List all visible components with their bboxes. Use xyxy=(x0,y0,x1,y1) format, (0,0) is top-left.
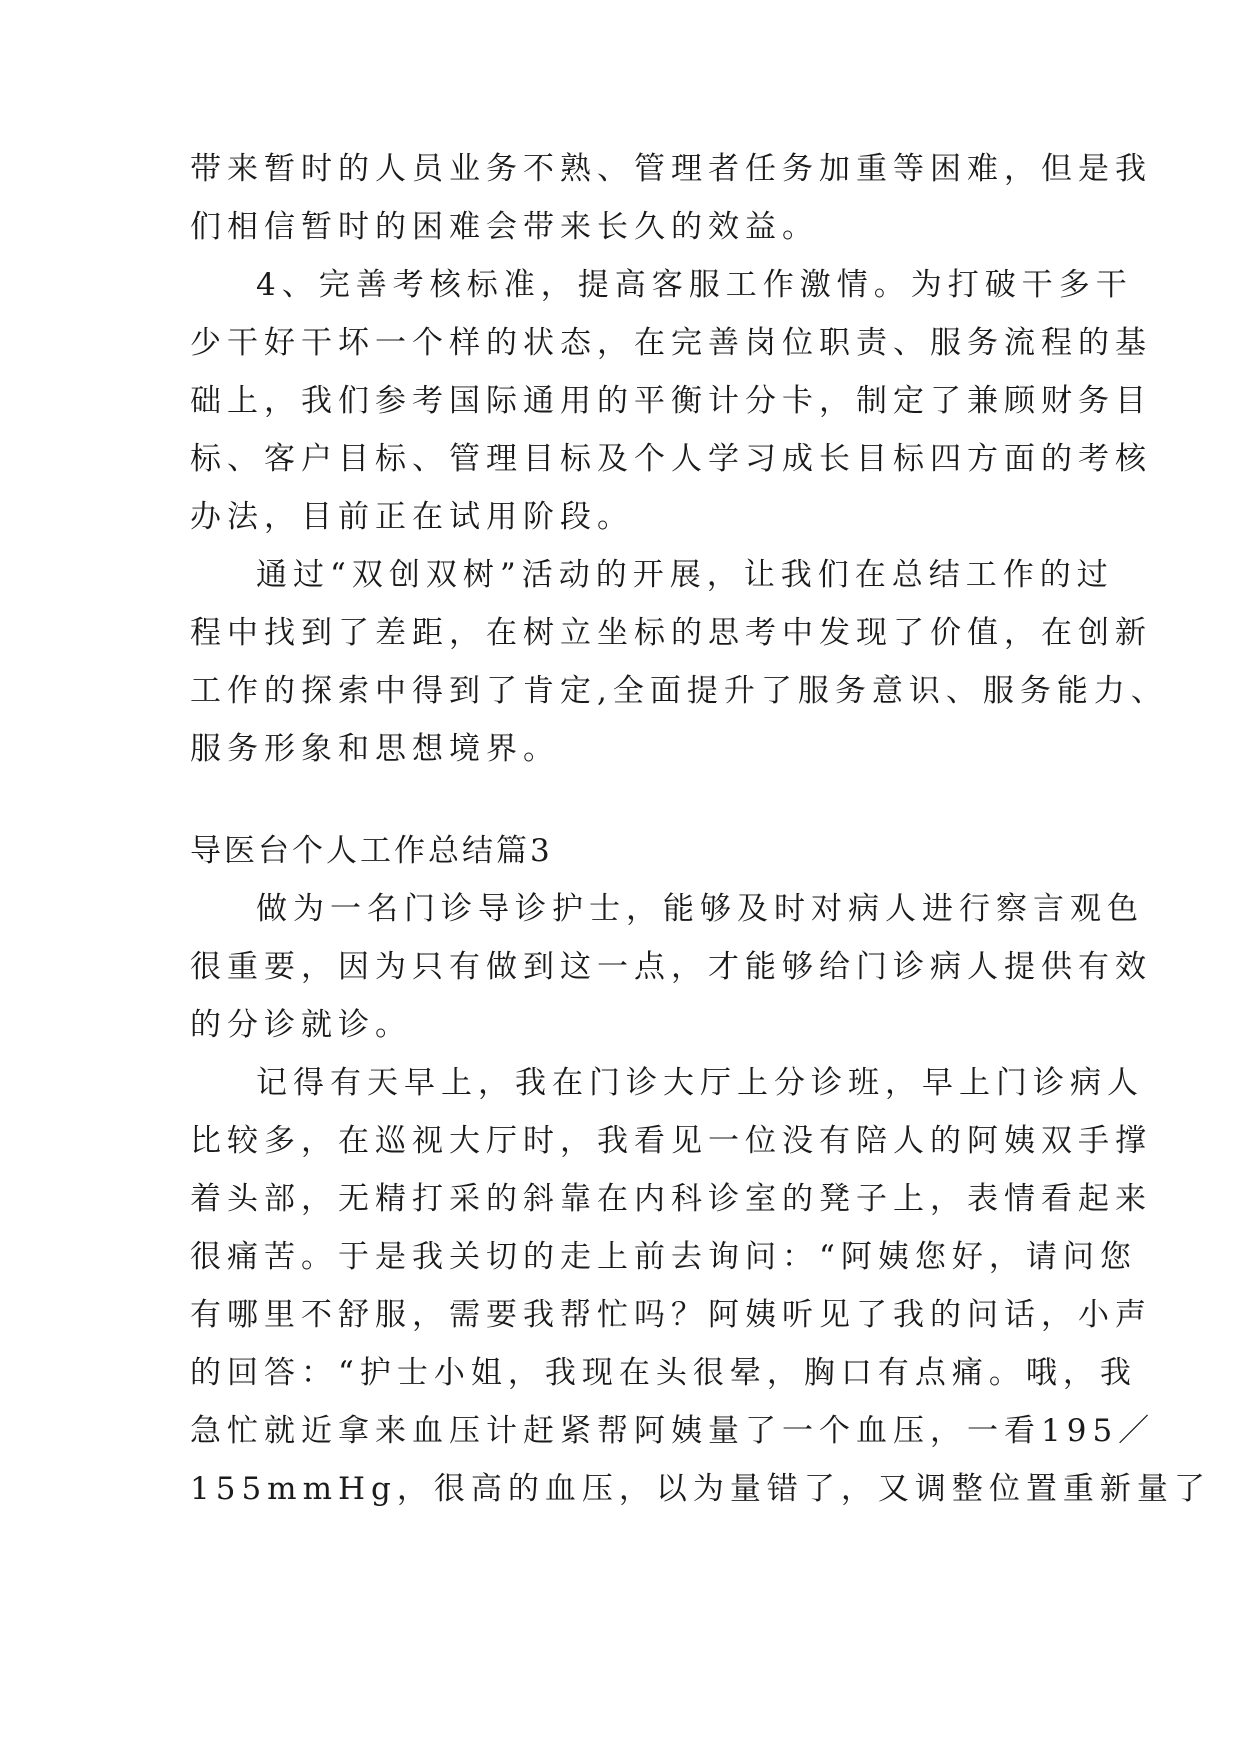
body-section-1 xyxy=(190,140,1168,778)
text-line: 比较多，在巡视大厅时，我看见一位没有陪人的阿姨双手撑 xyxy=(190,1123,1152,1159)
text-line: 办法，目前正在试用阶段。 xyxy=(190,499,634,535)
text-line: 着头部，无精打采的斜靠在内科诊室的凳子上，表情看起来 xyxy=(190,1181,1152,1217)
text-line: 础上，我们参考国际通用的平衡计分卡，制定了兼顾财务目 xyxy=(190,383,1152,419)
text-line: 程中找到了差距，在树立坐标的思考中发现了价值，在创新 xyxy=(190,615,1152,651)
text-line: 做为一名门诊导诊护士，能够及时对病人进行察言观色 xyxy=(256,891,1144,927)
text-line: 少干好干坏一个样的状态，在完善岗位职责、服务流程的基 xyxy=(190,325,1152,361)
text-line: 很重要，因为只有做到这一点，才能够给门诊病人提供有效 xyxy=(190,949,1152,985)
text-line: 有哪里不舒服，需要我帮忙吗？阿姨听见了我的问话，小声 xyxy=(190,1297,1152,1333)
text-line: 带来暂时的人员业务不熟、管理者任务加重等困难，但是我 xyxy=(190,151,1152,187)
text-line: 急忙就近拿来血压计赶紧帮阿姨量了一个血压，一看195／ xyxy=(190,1413,1156,1449)
text-line: 的回答：“护士小姐，我现在头很晕，胸口有点痛。哦，我 xyxy=(190,1355,1137,1391)
text-line: 们相信暂时的困难会带来长久的效益。 xyxy=(190,209,819,245)
text-line: 服务形象和思想境界。 xyxy=(190,731,560,767)
text-line: 155mmHg，很高的血压，以为量错了，又调整位置重新量了 xyxy=(190,1471,1211,1507)
text-line: 的分诊就诊。 xyxy=(190,1007,412,1043)
text-line: 很痛苦。于是我关切的走上前去询问：“阿姨您好，请问您 xyxy=(190,1239,1137,1275)
body-section-2 xyxy=(190,822,1211,1518)
text-line: 4、完善考核标准，提高客服工作激情。为打破干多干 xyxy=(256,267,1133,303)
section-heading: 导医台个人工作总结篇3 xyxy=(190,833,553,869)
text-line: 工作的探索中得到了肯定,全面提升了服务意识、服务能力、 xyxy=(190,673,1168,709)
text-line: 通过“双创双树”活动的开展，让我们在总结工作的过 xyxy=(256,557,1114,593)
text-line: 标、客户目标、管理目标及个人学习成长目标四方面的考核 xyxy=(190,441,1152,477)
text-line: 记得有天早上，我在门诊大厅上分诊班，早上门诊病人 xyxy=(256,1065,1144,1101)
